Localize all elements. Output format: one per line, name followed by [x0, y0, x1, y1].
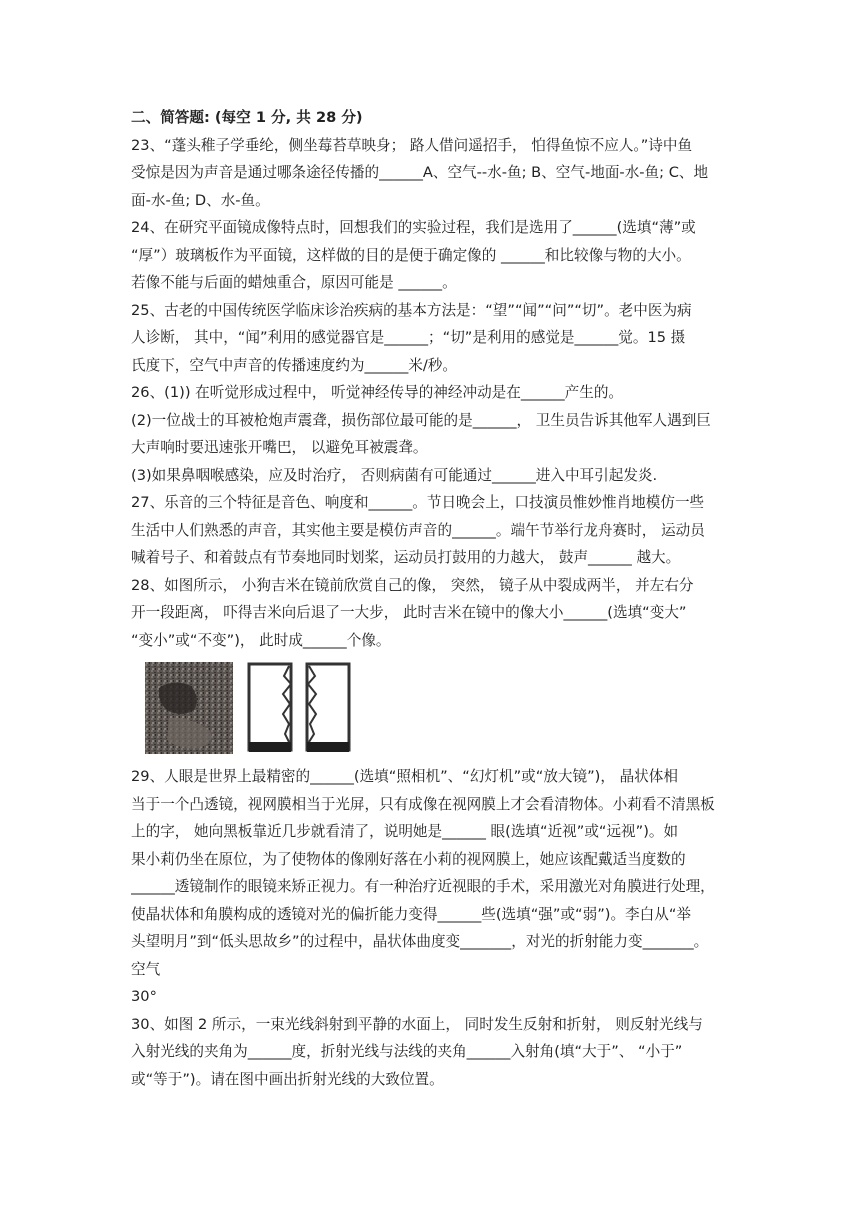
- text-line: 或“等于”)。请在图中画出折射光线的大致位置。: [131, 1070, 444, 1088]
- text-line: 27、乐音的三个特征是音色、响度和______。节日晚会上，口技演员惟妙惟肖地模仿一些: [131, 494, 705, 511]
- text-line: 26、(1)) 在听觉形成过程中， 听觉神经传导的神经冲动是在______产生的。: [131, 384, 624, 401]
- text-line: 30、如图 2 所示，一束光线斜射到平静的水面上， 同时发生反射和折射， 则反射光线与: [131, 1015, 703, 1033]
- text-line: 25、古老的中国传统医学临床诊治疾病的基本方法是：“望”“闻”“问”“切”。老中医为病: [131, 301, 692, 319]
- text-line: 使晶状体和角膜构成的透镜对光的偏折能力变得______些(选填“强”或“弱”)。李白从“举: [131, 905, 691, 923]
- figure-label-air: 空气: [131, 960, 161, 978]
- text-line: 人诊断， 其中，“闻”利用的感觉器官是______；“切”是利用的感觉是______觉。15 摄: [131, 329, 686, 346]
- text-line: 29、人眼是世界上最精密的______(选填“照相机”、“幻灯机”或“放大镜”)， 晶状体相: [131, 768, 678, 785]
- text-line: 果小莉仍坐在原位，为了使物体的像刚好落在小莉的视网膜上，她应该配戴适当度数的: [131, 850, 686, 868]
- text-line: 大声响时要迅速张开嘴巴， 以避免耳被震聋。: [131, 439, 428, 456]
- text-line: 开一段距离， 吓得吉米向后退了一大步， 此时吉米在镜中的像大小______(选填“变大”: [131, 604, 687, 621]
- text-line: 氏度下，空气中声音的传播速度约为______米/秒。: [131, 356, 457, 374]
- text-line: 上的字， 她向黑板靠近几步就看清了，说明她是______ 眼(选填“近视”或“远视”)。如: [131, 823, 679, 840]
- text-line: “厚”）玻璃板作为平面镜，这样做的目的是便于确定像的 ______和比较像与物的大小。: [131, 246, 691, 264]
- dog-and-split-mirror-image: [139, 658, 379, 758]
- mirror-figure: [139, 658, 731, 759]
- text-line: (2)一位战士的耳被枪炮声震聋，损伤部位最可能的是______， 卫生员告诉其他军人遇到巨: [131, 411, 711, 429]
- text-line: 若像不能与后面的蜡烛重合，原因可能是 ______。: [131, 274, 457, 291]
- text-line: 28、如图所示， 小狗吉米在镜前欣赏自己的像， 突然， 镜子从中裂成两半， 并左右分: [131, 576, 694, 594]
- text-line: ______透镜制作的眼镜来矫正视力。有一种治疗近视眼的手术，采用激光对角膜进行处理，: [131, 878, 715, 895]
- text-line: 23、“蓬头稚子学垂纶，侧坐莓苔草映身； 路人借问遥招手， 怕得鱼惊不应人。”诗中鱼: [131, 136, 693, 154]
- text-line: 受惊是因为声音是通过哪条途径传播的______A、空气--水-鱼; B、空气-地面-水-鱼; C、地: [131, 164, 709, 181]
- text-line: 当于一个凸透镜，视网膜相当于光屏，只有成像在视网膜上才会看清物体。小莉看不清黑板: [131, 795, 715, 813]
- text-line: 入射光线的夹角为______度，折射光线与法线的夹角______入射角(填“大于”、 “小于”: [131, 1043, 683, 1060]
- text-line: 面-水-鱼; D、水-鱼。: [131, 191, 270, 209]
- text-line: 24、在研究平面镜成像特点时，回想我们的实验过程，我们是选用了______(选填“薄”或: [131, 219, 696, 236]
- section-title: 二、简答题: (每空 1 分, 共 28 分): [131, 109, 363, 126]
- text-line: 喊着号子、和着鼓点有节奏地同时划桨，运动员打鼓用的力越大， 鼓声______ 越大。: [131, 549, 681, 566]
- question-section: [131, 104, 731, 1093]
- text-line: (3)如果鼻咽喉感染，应及时治疗， 否则病菌有可能通过______进入中耳引起发炎.: [131, 466, 658, 484]
- text-line: 生活中人们熟悉的声音，其实他主要是模仿声音的______。端午节举行龙舟赛时， 运动员: [131, 521, 705, 539]
- figure-label-angle: 30°: [131, 988, 157, 1005]
- text-line: 头望明月”到“低头思故乡”的过程中，晶状体曲度变_______，对光的折射能力变_______。: [131, 933, 709, 950]
- text-line: “变小”或“不变”)， 此时成______个像。: [131, 631, 391, 649]
